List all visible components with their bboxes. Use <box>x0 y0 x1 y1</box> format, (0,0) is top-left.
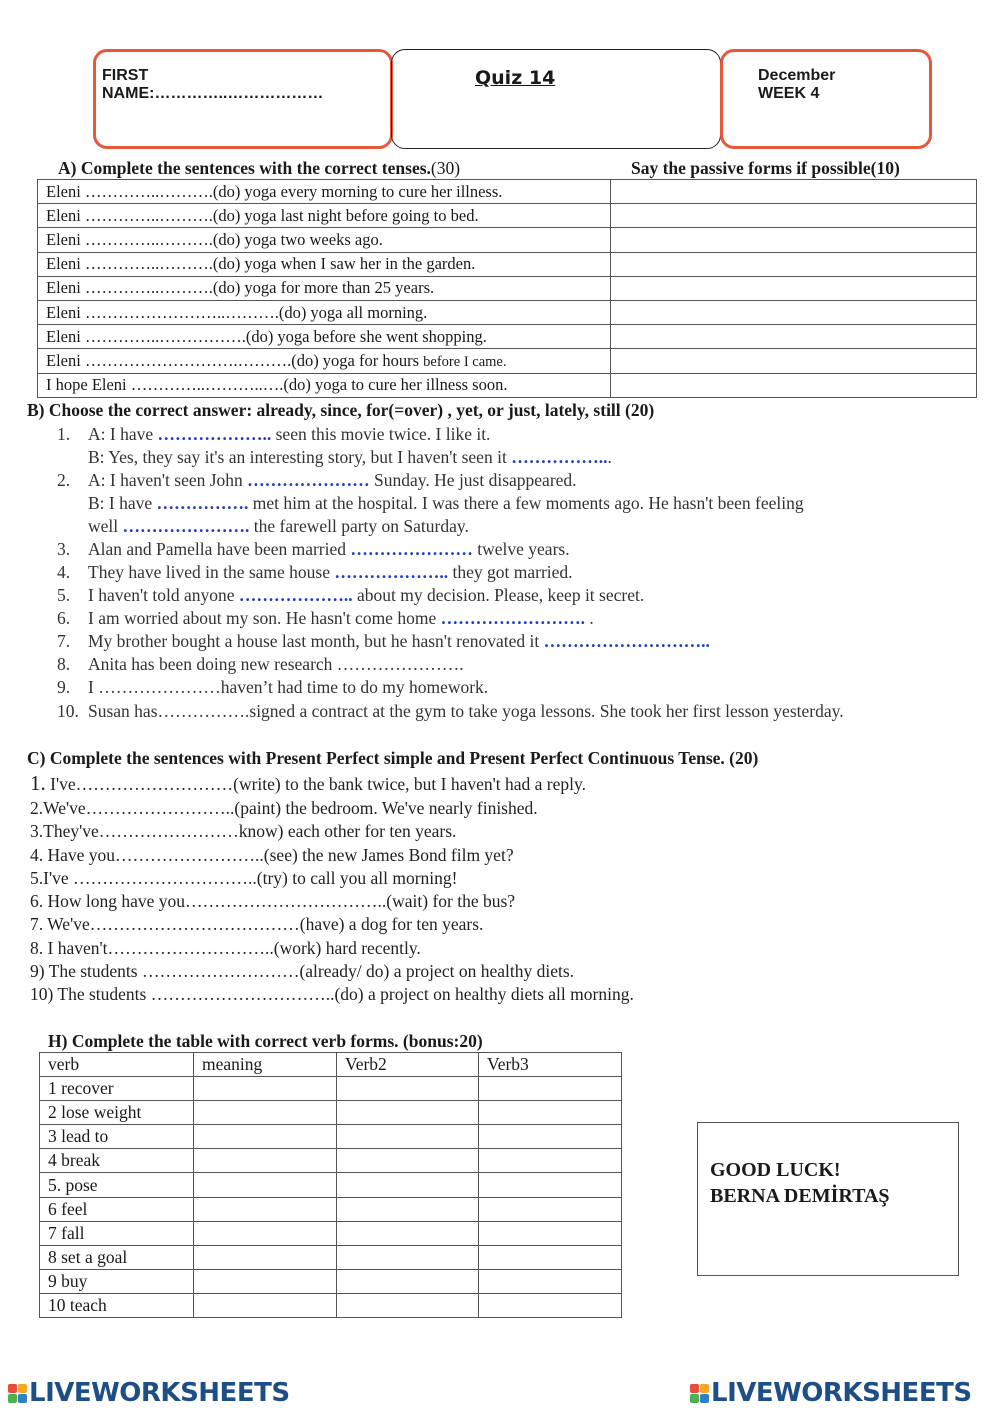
answer-blank[interactable]: ……………….. <box>238 585 353 605</box>
b-item-2a: 2. A: I haven't seen John ………………… Sunday. He just disappeared. <box>57 470 577 490</box>
passive-cell[interactable] <box>611 228 977 252</box>
c-item-4[interactable]: 4. Have you……………………..(see) the new James Bond film yet? <box>30 845 514 865</box>
answer-blank[interactable]: ……………. <box>156 493 249 513</box>
good-luck-box <box>697 1122 959 1276</box>
sentence-cell[interactable] <box>38 349 611 373</box>
col-header-meaning: meaning <box>194 1053 337 1077</box>
table-row <box>40 1077 622 1101</box>
meaning-cell[interactable] <box>194 1245 337 1269</box>
answer-blank[interactable]: …………………. <box>122 516 250 536</box>
b-item-6: 6. I am worried about my son. He hasn't come home ……………………. . <box>57 608 594 628</box>
passive-cell[interactable] <box>611 373 977 397</box>
section-a-title <box>58 158 460 179</box>
col-header-verb: verb <box>40 1053 194 1077</box>
verb3-cell[interactable] <box>479 1077 622 1101</box>
verb-cell: 1 recover <box>40 1077 194 1101</box>
passive-cell[interactable] <box>611 276 977 300</box>
verb3-cell[interactable] <box>479 1269 622 1293</box>
table-row <box>40 1125 622 1149</box>
verb3-cell[interactable] <box>479 1173 622 1197</box>
table-row <box>40 1101 622 1125</box>
section-h-title: H) Complete the table with correct verb forms. (bonus:20) <box>48 1031 483 1051</box>
first-name-label: FIRST <box>102 67 149 84</box>
b-item-5: 5. I haven't told anyone ……………….. about my decision. Please, keep it secret. <box>57 585 645 605</box>
sentence-cell[interactable]: Eleni …………..……….(do) yoga two weeks ago. <box>38 228 611 252</box>
sentence-cell[interactable]: Eleni ……………………..……….(do) yoga all morning. <box>38 300 611 324</box>
table-row <box>38 373 977 397</box>
verb2-cell[interactable] <box>337 1077 479 1101</box>
table-row <box>40 1221 622 1245</box>
table-row <box>38 204 977 228</box>
verb3-cell[interactable] <box>479 1197 622 1221</box>
c-item-6[interactable]: 6. How long have you……………………………..(wait) for the bus? <box>30 891 516 911</box>
verb3-cell[interactable] <box>479 1221 622 1245</box>
b-item-3: 3. Alan and Pamella have been married ………………… twelve years. <box>57 539 570 559</box>
b-item-2c: well …………………. the farewell party on Saturday. <box>88 516 469 536</box>
verb3-cell[interactable] <box>479 1149 622 1173</box>
verb2-cell[interactable] <box>337 1101 479 1125</box>
table-row <box>38 325 977 349</box>
b-item-10[interactable]: 10. Susan has…………….signed a contract at the gym to take yoga lessons. She took her first lesson yesterday. <box>57 701 844 721</box>
verb-cell: 6 feel <box>40 1197 194 1221</box>
table-row <box>40 1197 622 1221</box>
verb-cell: 4 break <box>40 1149 194 1173</box>
sentence-tail: before I came. <box>423 353 507 370</box>
meaning-cell[interactable] <box>194 1101 337 1125</box>
c-item-5[interactable]: 5.I've …………………………..(try) to call you all morning! <box>30 868 458 888</box>
section-a-heading: A) Complete the sentences with the correct tenses. <box>58 158 431 178</box>
liveworksheets-logo-right <box>690 1378 972 1408</box>
table-row <box>38 252 977 276</box>
week-label: WEEK 4 <box>758 85 820 102</box>
good-luck-text: GOOD LUCK! <box>710 1159 841 1181</box>
verb3-cell[interactable] <box>479 1101 622 1125</box>
table-row <box>38 180 977 204</box>
sentence-cell[interactable]: Eleni …………..……….(do) yoga every morning to cure her illness. <box>38 180 611 204</box>
passive-cell[interactable] <box>611 300 977 324</box>
verb3-cell[interactable] <box>479 1125 622 1149</box>
liveworksheets-logo-left <box>8 1378 290 1408</box>
liveworksheets-icon <box>8 1384 27 1403</box>
name-label[interactable]: NAME:…………..……………… <box>102 85 324 102</box>
col-header-verb3: Verb3 <box>479 1053 622 1077</box>
passive-cell[interactable] <box>611 325 977 349</box>
section-a-table <box>37 179 977 398</box>
sentence-cell[interactable]: Eleni …………..……….(do) yoga last night before going to bed. <box>38 204 611 228</box>
passive-title: Say the passive forms if possible(10) <box>631 158 900 178</box>
sentence-text: Eleni ……………………….……….(do) yoga for hours <box>46 350 420 370</box>
table-row <box>40 1293 622 1317</box>
answer-blank[interactable]: ………………… <box>247 470 370 490</box>
b-item-8[interactable]: 8. Anita has been doing new research …………………. <box>57 654 464 674</box>
table-row <box>40 1245 622 1269</box>
meaning-cell[interactable] <box>194 1269 337 1293</box>
table-row <box>38 228 977 252</box>
b-item-9[interactable]: 9. I …………………haven’t had time to do my homework. <box>57 677 489 697</box>
section-c-title: C) Complete the sentences with Present Perfect simple and Present Perfect Continuous Tense. (20) <box>27 748 759 768</box>
verb2-cell[interactable] <box>337 1173 479 1197</box>
sentence-cell[interactable]: I hope Eleni …………..………..….(do) yoga to cure her illness soon. <box>38 373 611 397</box>
teacher-name: BERNA DEMİRTAŞ <box>710 1185 890 1207</box>
b-item-2b: B: I have ……………. met him at the hospital. I was there a few moments ago. He hasn't been feeling <box>88 493 804 513</box>
verb3-cell[interactable] <box>479 1293 622 1317</box>
verb-cell: 3 lead to <box>40 1125 194 1149</box>
table-row <box>40 1269 622 1293</box>
c-item-9[interactable]: 9) The students ………………………(already/ do) a project on healthy diets. <box>30 961 575 981</box>
verb-cell: 10 teach <box>40 1293 194 1317</box>
b-item-1b: B: Yes, they say it's an interesting story, but I haven't seen it ……………... <box>88 447 612 467</box>
passive-cell[interactable] <box>611 204 977 228</box>
answer-blank[interactable]: ……………….. <box>334 562 449 582</box>
verb2-cell[interactable] <box>337 1125 479 1149</box>
verb-table <box>39 1052 622 1318</box>
verb-cell: 9 buy <box>40 1269 194 1293</box>
answer-blank[interactable]: ……………….. <box>157 424 272 444</box>
c-item-10[interactable]: 10) The students …………………………..(do) a project on healthy diets all morning. <box>30 984 634 1004</box>
b-item-1a: 1. A: I have ……………….. seen this movie twice. I like it. <box>57 424 491 444</box>
quiz-title: Quiz 14 <box>475 67 556 89</box>
table-row <box>40 1173 622 1197</box>
c-item-2[interactable]: 2.We've……………………..(paint) the bedroom. We've nearly finished. <box>30 798 538 818</box>
section-b-title: B) Choose the correct answer: already, since, for(=over) , yet, or just, lately, still (20) <box>27 400 655 420</box>
logo-text: LIVEWORKSHEETS <box>711 1378 972 1408</box>
passive-cell[interactable] <box>611 252 977 276</box>
passive-cell[interactable] <box>611 180 977 204</box>
table-header-row <box>40 1053 622 1077</box>
meaning-cell[interactable] <box>194 1125 337 1149</box>
meaning-cell[interactable] <box>194 1149 337 1173</box>
b-item-4: 4. They have lived in the same house ……………….. they got married. <box>57 562 573 582</box>
verb-cell: 2 lose weight <box>40 1101 194 1125</box>
week-box <box>720 49 932 149</box>
verb3-cell[interactable] <box>479 1245 622 1269</box>
table-row <box>38 276 977 300</box>
answer-blank[interactable]: ……………………. <box>440 608 585 628</box>
verb-cell: 8 set a goal <box>40 1245 194 1269</box>
verb2-cell[interactable] <box>337 1293 479 1317</box>
verb-cell: 5. pose <box>40 1173 194 1197</box>
b-item-7: 7. My brother bought a house last month, but he hasn't renovated it ……………………….. <box>57 631 710 651</box>
meaning-cell[interactable] <box>194 1293 337 1317</box>
table-row <box>38 349 977 373</box>
month-label: December <box>758 67 836 84</box>
answer-blank[interactable]: ………………… <box>350 539 473 559</box>
c-item-3[interactable]: 3.They've……………………know) each other for ten years. <box>30 821 457 841</box>
answer-blank[interactable]: …………….. <box>511 447 608 467</box>
section-a-points: (30) <box>430 158 461 178</box>
verb2-cell[interactable] <box>337 1149 479 1173</box>
table-row <box>40 1149 622 1173</box>
meaning-cell[interactable] <box>194 1077 337 1101</box>
c-item-7[interactable]: 7. We've………………………………(have) a dog for ten years. <box>30 914 484 934</box>
logo-text: LIVEWORKSHEETS <box>29 1378 290 1408</box>
liveworksheets-icon <box>690 1384 709 1403</box>
verb2-cell[interactable] <box>337 1269 479 1293</box>
verb-cell: 7 fall <box>40 1221 194 1245</box>
c-item-1[interactable]: 1. I've………………………(write) to the bank twice, but I haven't had a reply. <box>30 771 586 795</box>
sentence-cell[interactable]: Eleni …………..…………….(do) yoga before she went shopping. <box>38 325 611 349</box>
passive-cell[interactable] <box>611 349 977 373</box>
quiz-title-box <box>391 49 721 149</box>
table-row <box>38 300 977 324</box>
verb2-cell[interactable] <box>337 1221 479 1245</box>
verb2-cell[interactable] <box>337 1245 479 1269</box>
meaning-cell[interactable] <box>194 1173 337 1197</box>
answer-blank[interactable]: ……………………….. <box>543 631 710 651</box>
verb2-cell[interactable] <box>337 1197 479 1221</box>
col-header-verb2: Verb2 <box>337 1053 479 1077</box>
meaning-cell[interactable] <box>194 1221 337 1245</box>
meaning-cell[interactable] <box>194 1197 337 1221</box>
sentence-cell[interactable]: Eleni …………..……….(do) yoga for more than 25 years. <box>38 276 611 300</box>
c-item-8[interactable]: 8. I haven't………………………..(work) hard recently. <box>30 938 421 958</box>
sentence-cell[interactable]: Eleni …………..……….(do) yoga when I saw her in the garden. <box>38 252 611 276</box>
